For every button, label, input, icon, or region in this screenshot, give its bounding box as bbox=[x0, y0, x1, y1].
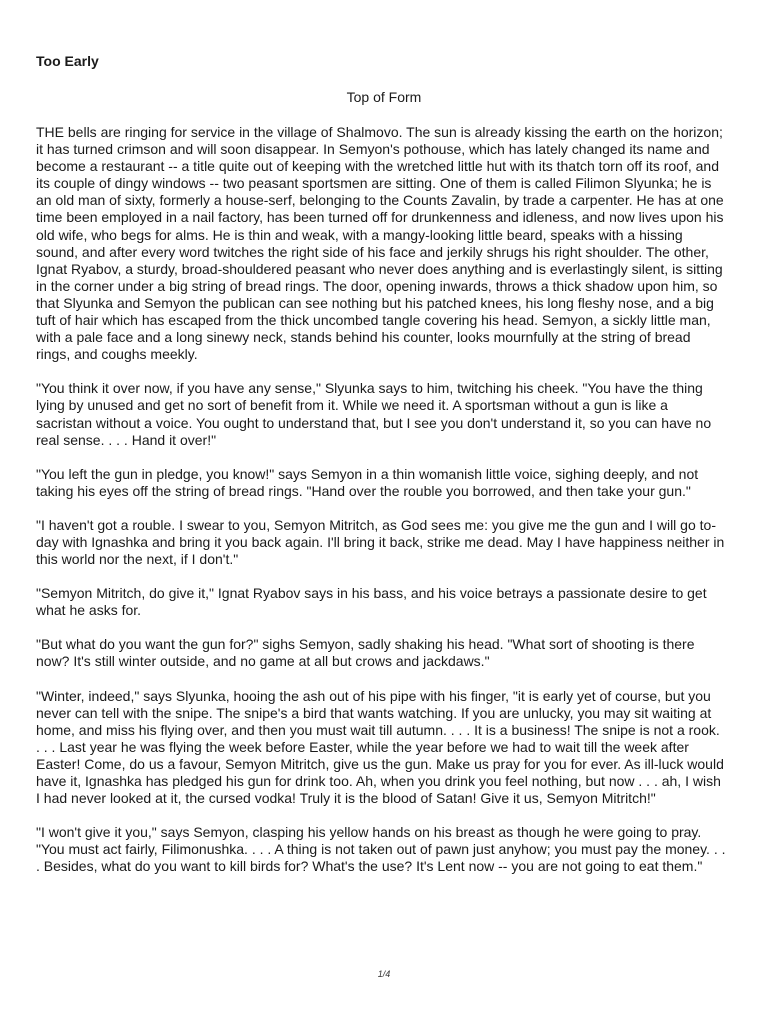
paragraph: "I won't give it you," says Semyon, clasping his yellow hands on his breast as though he were going to pray. "You must act fairly, Filimonushka. . . . A thing is not taken out of pawn just anyhow; you must pay the money. . . . Besides, what do you want to kill birds for? What's the use? It's Lent now -- you are not going to eat them." bbox=[36, 824, 726, 875]
paragraph: "I haven't got a rouble. I swear to you, Semyon Mitritch, as God sees me: you give me the gun and I will go to-day with Ignashka and bring it you back again. I'll bring it back, strike me dead. May I have happiness neither in this world nor the next, if I don't." bbox=[36, 516, 725, 568]
paragraph: "Winter, indeed," says Slyunka, hooing the ash out of his pipe with his finger, "it is early yet of course, but you never can tell with the snipe. The snipe's a bird that wants watching. If you are unlucky, you may sit waiting at home, and miss his flying over, and then you must wait till autumn. . . . It is a business! The snipe is not a rook. . . . Last year he was flying the week before Easter, while the year before we had to wait till the week after Easter! Come, do us a favour, Semyon Mitritch, give us the gun. Make us pray for you for ever. As ill-luck would have it, Ignashka has pledged his gun for drink too. Ah, when you drink you feel nothing, but now . . . ah, I wish I had never looked at it, the cursed vodka! Truly it is the blood of Satan! Give it us, Semyon Mitritch!" bbox=[36, 687, 724, 807]
paragraph: THE bells are ringing for service in the village of Shalmovo. The sun is already kissing the earth on the horizon; it has turned crimson and will soon disappear. In Semyon's pothouse, which has lately changed its name and become a restaurant -- a title quite out of keeping with the wretched little hut with its thatch torn off its roof, and its couple of dingy windows -- two peasant sportsmen are sitting. One of them is called Filimon Slyunka; he is an old man of sixty, formerly a house-serf, belonging to the Counts Zavalin, by trade a carpenter. He has at one time been employed in a nail factory, has been turned off for drunkenness and idleness, and now lives upon his old wife, who begs for alms. He is thin and weak, with a mangy-looking little beard, speaks with a hissing sound, and after every word twitches the right side of his face and jerkily shrugs his right shoulder. The other, Ignat Ryabov, a sturdy, broad-shouldered peasant who never does anything and is everlastingly silent, is sitting in the corner under a big string of bread rings. The door, opening inwards, throws a thick shadow upon him, so that Slyunka and Semyon the publican can see nothing but his patched knees, his long fleshy nose, and a big tuft of hair which has escaped from the thick uncombed tangle covering his head. Semyon, a sickly little man, with a pale face and a long sinewy neck, stands behind his counter, looks mournfully at the string of bread rings, and coughs meekly. bbox=[36, 124, 724, 363]
top-of-form-marker: Top of Form bbox=[346, 89, 422, 105]
document-title: Too Early bbox=[36, 53, 99, 69]
document-body bbox=[36, 124, 726, 892]
paragraph: "But what do you want the gun for?" sighs Semyon, sadly shaking his head. "What sort of shooting is there now? It's still winter outside, and no game at all but crows and jackdaws." bbox=[36, 636, 695, 670]
paragraph: "You left the gun in pledge, you know!" says Semyon in a thin womanish little voice, sighing deeply, and not taking his eyes off the string of bread rings. "Hand over the rouble you borrowed, and then take your gun." bbox=[36, 465, 699, 499]
paragraph: "You think it over now, if you have any sense," Slyunka says to him, twitching his cheek. "You have the thing lying by unused and get no sort of benefit from it. While we need it. A sportsman without a gun is like a sacristan without a voice. You ought to understand that, but I see you don't understand it, so you can have no real sense. . . . Hand it over!" bbox=[36, 380, 712, 448]
page-number: 1/4 bbox=[377, 969, 391, 979]
paragraph: "Semyon Mitritch, do give it," Ignat Ryabov says in his bass, and his voice betrays a passionate desire to get what he asks for. bbox=[36, 585, 707, 619]
